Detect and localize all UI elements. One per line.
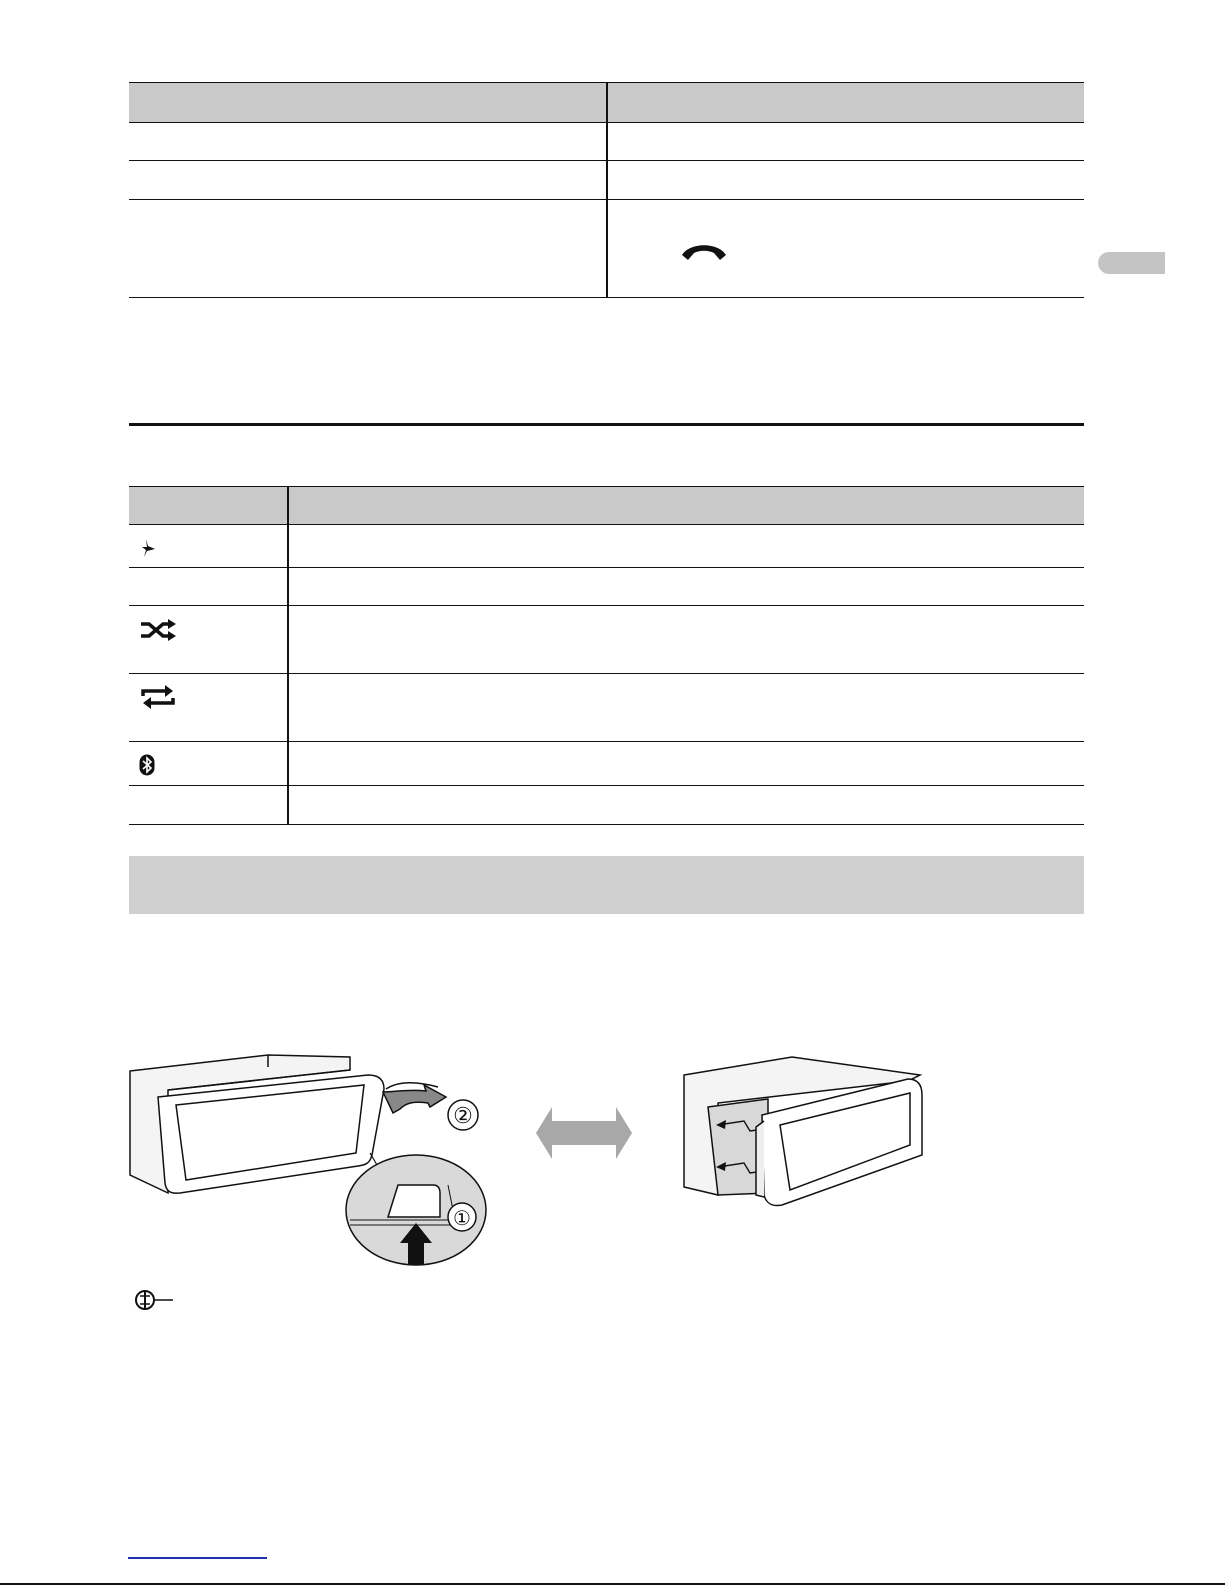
bluetooth-icon — [139, 754, 155, 776]
front-panel-illustration — [128, 1045, 928, 1275]
important-note-icon — [131, 1289, 175, 1311]
footer-link-underline[interactable] — [128, 1557, 267, 1559]
table-row — [129, 524, 1084, 568]
voice-assistant-icon — [139, 538, 159, 558]
pull-arrow — [383, 1083, 446, 1113]
chapter-tab — [1098, 252, 1165, 274]
front-panel-left — [158, 1075, 384, 1193]
table-row — [129, 674, 1084, 742]
table-row — [129, 742, 1084, 786]
table-row — [129, 606, 1084, 674]
table-row — [129, 568, 1084, 606]
attach-detach-double-arrow — [536, 1107, 632, 1159]
step-2-label: ② — [453, 1103, 473, 1128]
step-1-label: ① — [453, 1208, 471, 1230]
front-panel-right — [756, 1079, 922, 1206]
section-banner — [129, 856, 1084, 914]
table-header-row — [129, 486, 1084, 525]
repeat-icon — [139, 684, 177, 710]
column-divider — [287, 486, 289, 825]
section-heading-rule — [129, 423, 1084, 426]
column-divider — [606, 82, 608, 298]
shuffle-icon — [139, 618, 179, 642]
release-button-callout — [346, 1155, 486, 1265]
table-row — [129, 786, 1084, 825]
